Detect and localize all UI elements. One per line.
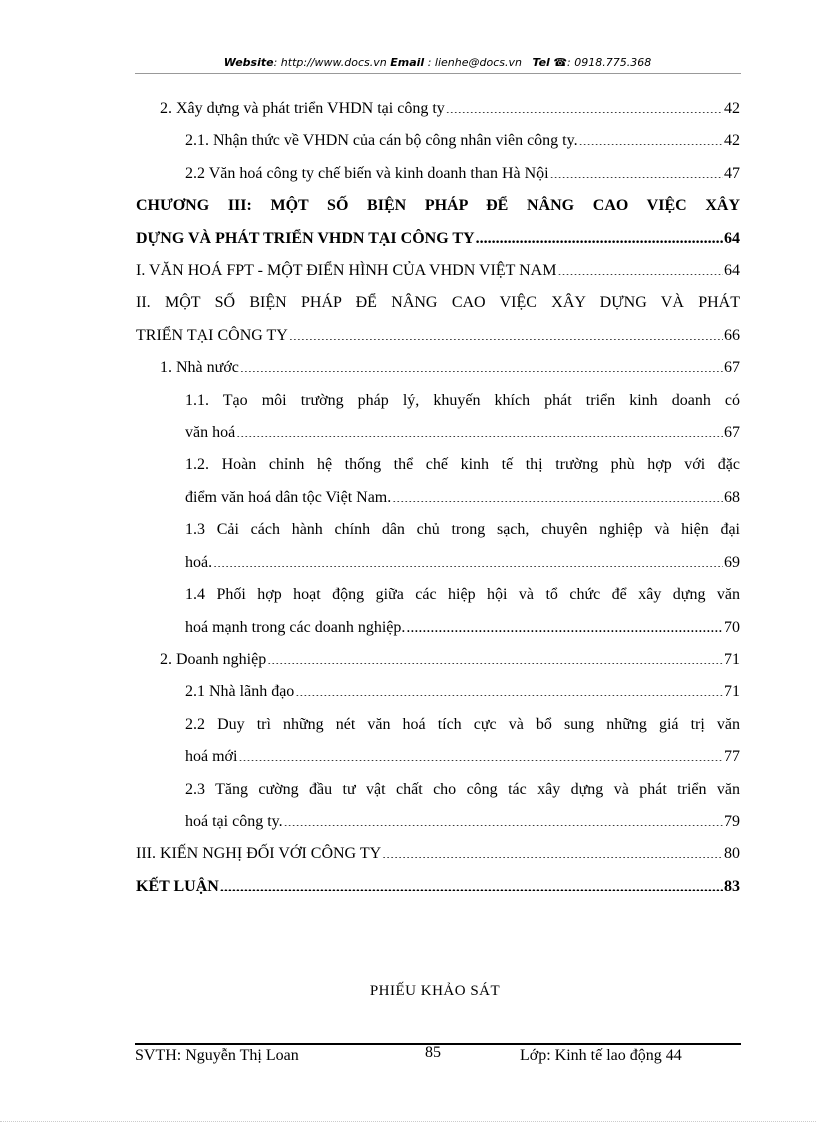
toc-entry-text: 1.2. Hoàn chỉnh hệ thống thể chế kinh tế thị trường phù hợp với đặc bbox=[185, 456, 740, 474]
footer-student: SVTH: Nguyễn Thị Loan bbox=[135, 1047, 299, 1064]
toc-entry bbox=[136, 93, 740, 125]
toc-entry-text: 2. Xây dựng và phát triển VHDN tại công ty bbox=[160, 100, 445, 117]
toc-entry-text: CHƯƠNG III: MỘT SỐ BIỆN PHÁP ĐỂ NÂNG CAO VIỆC XÂY bbox=[136, 197, 740, 215]
toc-entry-text: văn hoá bbox=[185, 424, 236, 442]
toc-entry-text: 2.1. Nhận thức về VHDN của cán bộ công nhân viên công ty. bbox=[185, 132, 578, 150]
toc-entry-text: II. MỘT SỐ BIỆN PHÁP ĐỂ NÂNG CAO VIỆC XÂY DỰNG VÀ PHÁT bbox=[136, 294, 740, 312]
toc-entry bbox=[136, 125, 740, 157]
toc-page-number: 42 bbox=[724, 100, 740, 117]
toc-entry-text: 2.2 Văn hoá công ty chế biến và kinh doanh than Hà Nội bbox=[185, 164, 549, 182]
toc-entry bbox=[136, 774, 740, 839]
header-divider bbox=[135, 73, 741, 74]
toc-page-number: 67 bbox=[724, 359, 740, 377]
phone-icon: ☎ bbox=[553, 56, 568, 69]
toc-entry-text: 1. Nhà nước bbox=[160, 359, 239, 377]
page-header bbox=[135, 56, 740, 69]
toc-entry bbox=[136, 871, 740, 903]
toc-entry-text: hoá mạnh trong các doanh nghiệp. bbox=[185, 618, 406, 636]
tel-label: Tel bbox=[532, 56, 550, 69]
toc-entry-text: 1.1. Tạo môi trường pháp lý, khuyến khích phát triển kinh doanh có bbox=[185, 391, 740, 409]
toc-entry-text: KẾT LUẬN bbox=[136, 877, 219, 895]
website-label: Website bbox=[223, 56, 274, 69]
toc-entry-text: 1.3 Cải cách hành chính dân chủ trong sạch, chuyên nghiệp và hiện đại bbox=[185, 521, 740, 539]
toc-entry bbox=[136, 579, 740, 644]
toc-page-number: 69 bbox=[724, 553, 740, 571]
toc-page-number: 77 bbox=[724, 748, 740, 766]
toc-entry-text: hoá. bbox=[185, 553, 213, 571]
toc-entry-text: I. VĂN HOÁ FPT - MỘT ĐIỂN HÌNH CỦA VHDN VIỆT NAM bbox=[136, 262, 557, 280]
toc-entry-text: điểm văn hoá dân tộc Việt Nam. bbox=[185, 488, 392, 506]
toc-page-number: 71 bbox=[724, 683, 740, 701]
toc-entry bbox=[136, 255, 740, 287]
toc-entry bbox=[136, 838, 740, 870]
tel-value: : 0918.775.368 bbox=[567, 56, 652, 69]
toc-page-number: 83 bbox=[724, 877, 740, 895]
toc-entry-text: 2.2 Duy trì những nét văn hoá tích cực và bổ sung những giá trị văn bbox=[185, 715, 740, 733]
toc-entry-text: hoá mới bbox=[185, 748, 238, 766]
table-of-contents bbox=[136, 93, 740, 903]
toc-entry-text: hoá tại công ty. bbox=[185, 812, 283, 830]
toc-entry-text: 2.3 Tăng cường đầu tư vật chất cho công tác xây dựng và phát triển văn bbox=[185, 780, 740, 798]
toc-entry-text: 1.4 Phối hợp hoạt động giữa các hiệp hội và tổ chức để xây dựng văn bbox=[185, 586, 740, 604]
toc-entry bbox=[136, 385, 740, 450]
toc-page-number: 64 bbox=[724, 262, 740, 280]
email-value: : lienhe@docs.vn bbox=[424, 56, 522, 69]
toc-entry bbox=[136, 514, 740, 579]
toc-page-number: 66 bbox=[724, 326, 740, 344]
toc-page-number: 47 bbox=[724, 164, 740, 182]
toc-entry-text: 2.1 Nhà lãnh đạo bbox=[185, 683, 295, 701]
toc-entry bbox=[136, 644, 740, 676]
toc-entry-text: DỰNG VÀ PHÁT TRIỂN VHDN TẠI CÔNG TY bbox=[136, 229, 475, 247]
toc-entry-text: 2. Doanh nghiệp bbox=[160, 650, 267, 668]
footer-page-number: 85 bbox=[425, 1044, 441, 1061]
toc-page-number: 70 bbox=[724, 618, 740, 636]
toc-page-number: 68 bbox=[724, 488, 740, 506]
toc-page-number: 79 bbox=[724, 812, 740, 830]
footer-class: Lớp: Kinh tế lao động 44 bbox=[520, 1047, 682, 1064]
toc-page-number: 42 bbox=[724, 132, 740, 150]
toc-entry bbox=[136, 449, 740, 514]
toc-entry bbox=[136, 676, 740, 708]
toc-entry bbox=[136, 158, 740, 190]
toc-page-number: 80 bbox=[724, 845, 740, 863]
toc-entry bbox=[136, 709, 740, 774]
toc-entry bbox=[136, 352, 740, 384]
toc-entry-text: TRIỂN TẠI CÔNG TY bbox=[136, 326, 288, 344]
email-label: Email bbox=[390, 56, 425, 69]
page-edge bbox=[0, 1121, 816, 1122]
toc-page-number: 71 bbox=[724, 650, 740, 668]
toc-entry bbox=[136, 287, 740, 352]
toc-entry-text: III. KIẾN NGHỊ ĐỐI VỚI CÔNG TY bbox=[136, 845, 382, 863]
toc-page-number: 67 bbox=[724, 424, 740, 442]
survey-title: PHIẾU KHẢO SÁT bbox=[369, 983, 501, 999]
toc-entry-chapter bbox=[136, 190, 740, 255]
website-value: : http://www.docs.vn bbox=[273, 56, 387, 69]
toc-page-number: 64 bbox=[724, 229, 740, 247]
